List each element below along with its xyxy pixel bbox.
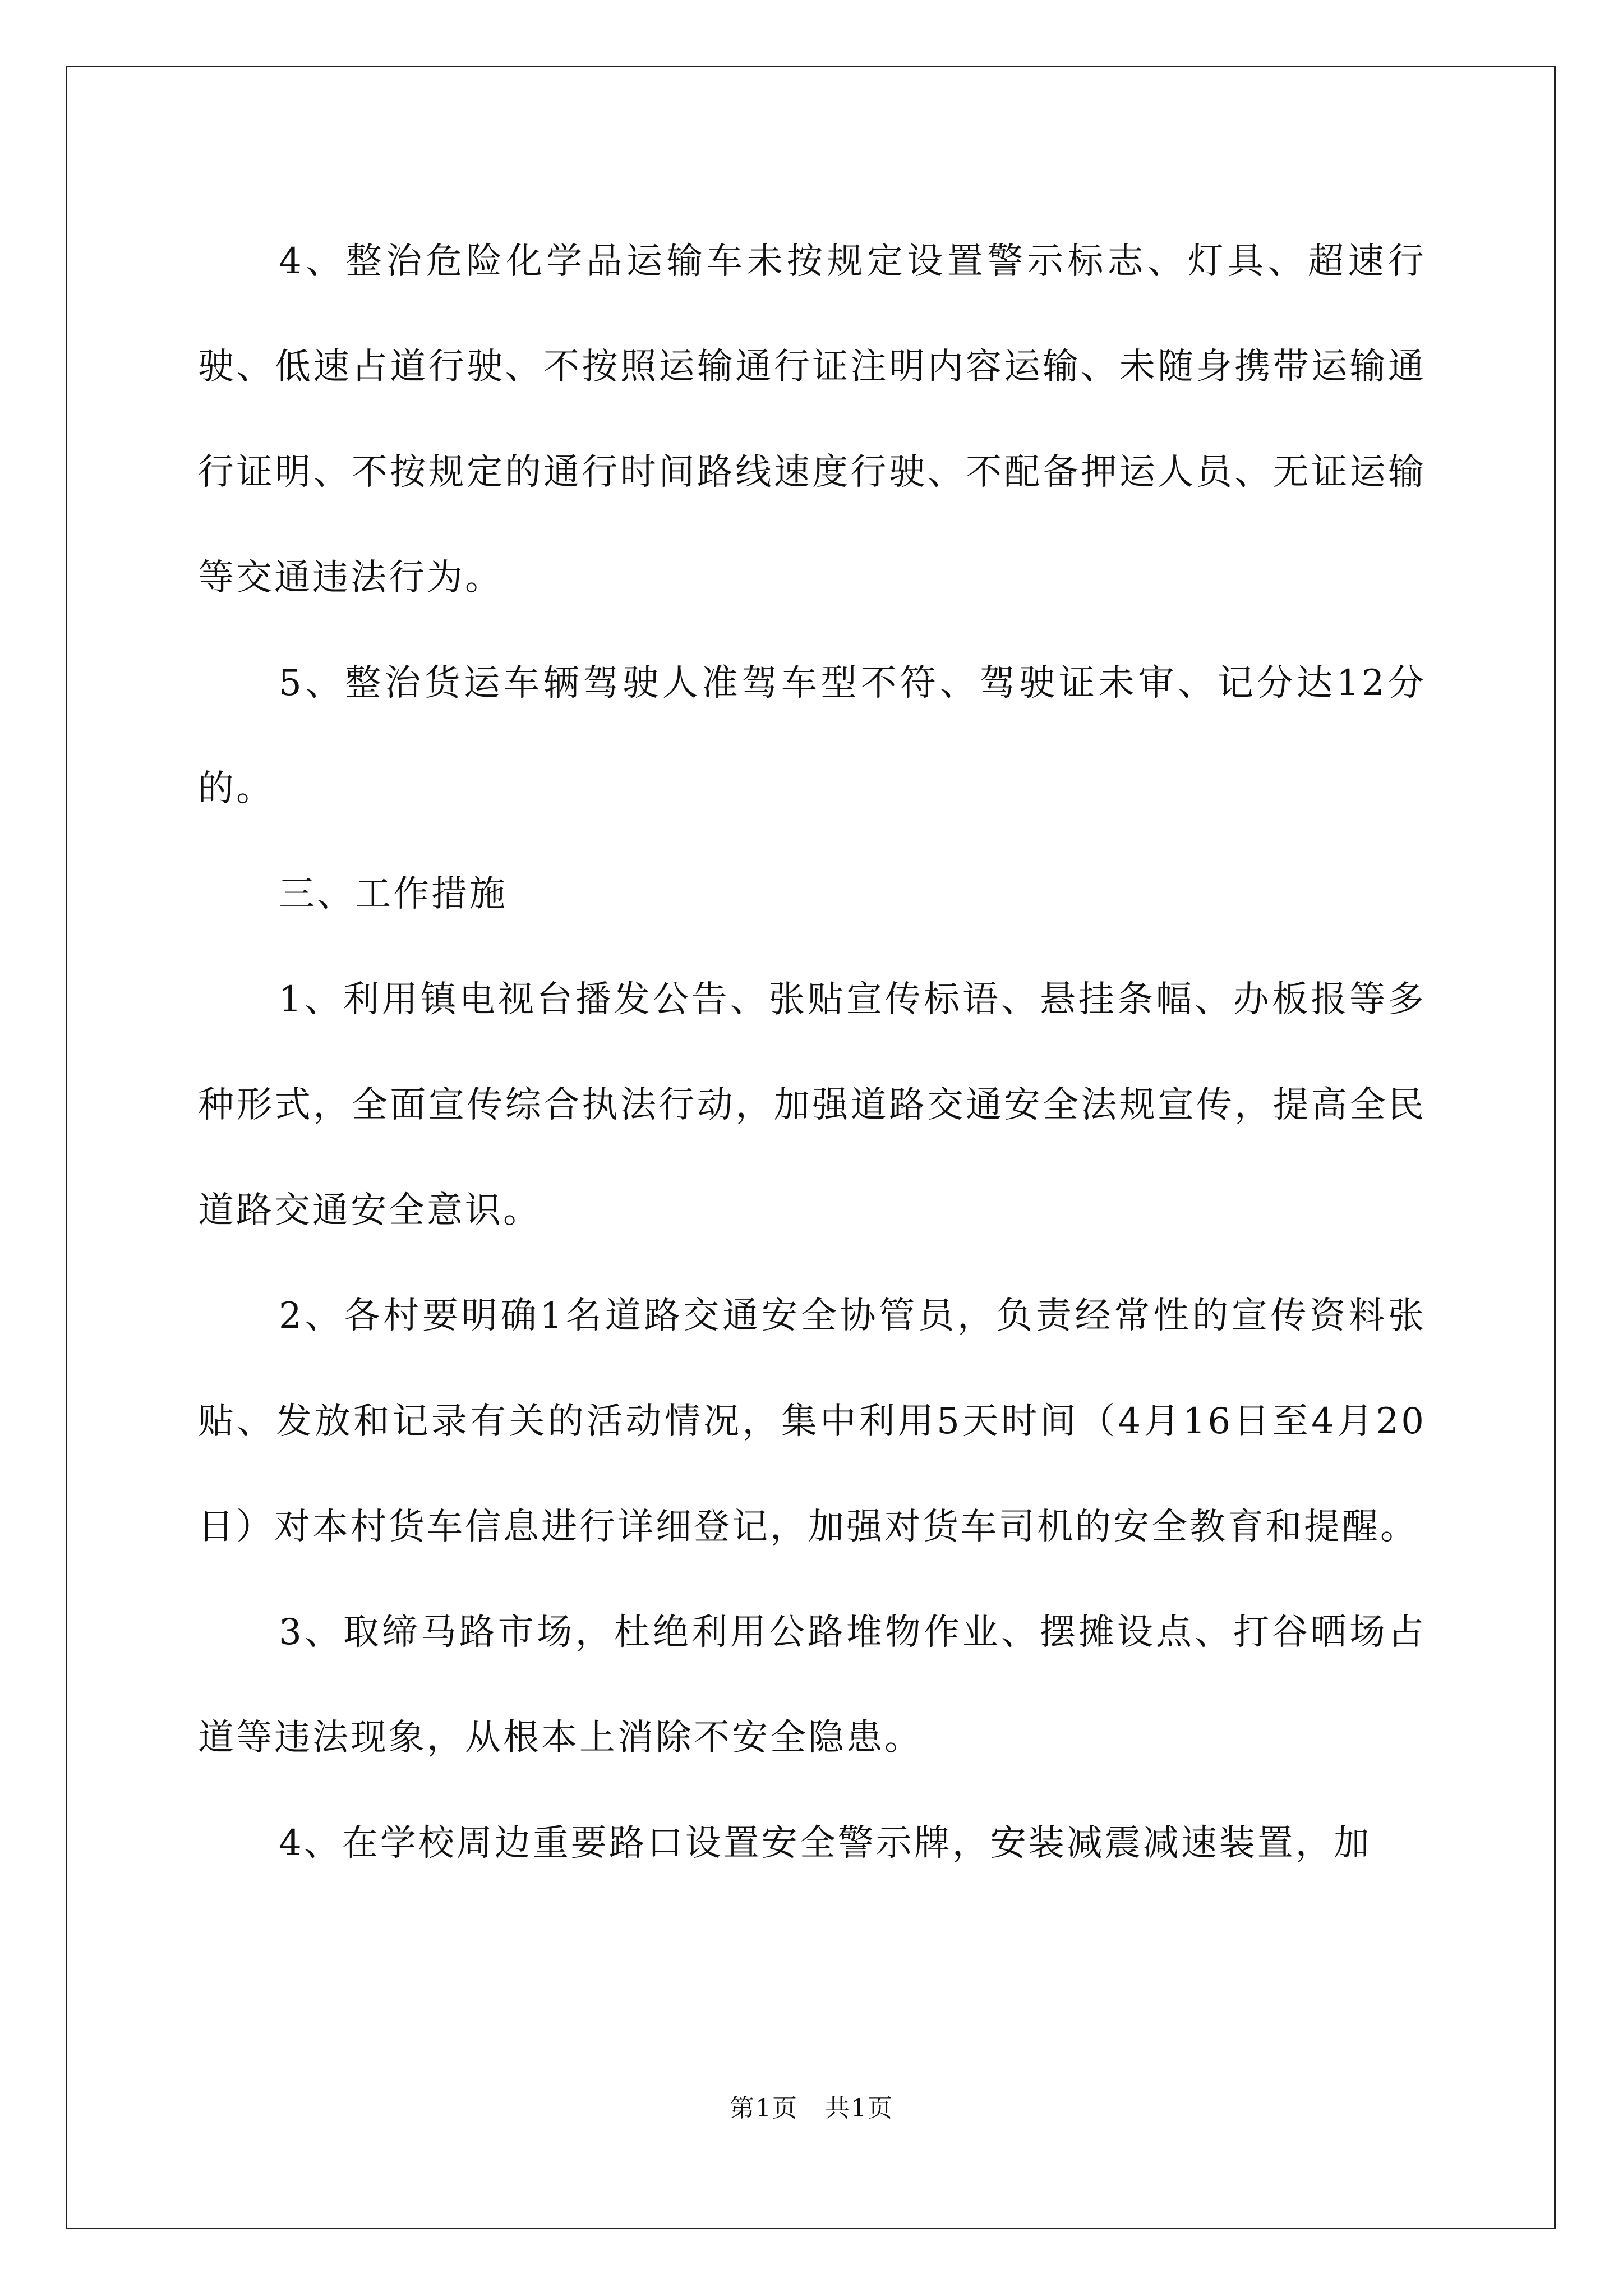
- paragraph-item-4-hazmat: 4、整治危险化学品运输车未按规定设置警示标志、灯具、超速行驶、低速占道行驶、不按照运输通行证注明内容运输、未随身携带运输通行证明、不按规定的通行时间路线速度行驶、不配备押运人员、无证运输等交通违法行为。: [198, 241, 1426, 599]
- paragraph-measure-1-publicity: 1、利用镇电视台播发公告、张贴宣传标语、悬挂条幅、办板报等多种形式，全面宣传综合执法行动，加强道路交通安全法规宣传，提高全民道路交通安全意识。: [198, 979, 1426, 1231]
- paragraph-item-5-freight-drivers: 5、整治货运车辆驾驶人准驾车型不符、驾驶证未审、记分达12分的。: [198, 662, 1426, 809]
- document-body: [198, 209, 1426, 1896]
- paragraph-measure-4-school-signs: 4、在学校周边重要路口设置安全警示牌，安装减震减速装置，加: [279, 1823, 1372, 1864]
- section-heading-work-measures: 三、工作措施: [279, 873, 508, 915]
- paragraph-measure-2-coordinators: 2、各村要明确1名道路交通安全协管员，负责经常性的宣传资料张贴、发放和记录有关的活动情况，集中利用5天时间（4月16日至4月20日）对本村货车信息进行详细登记，加强对货车司机的安全教育和提醒。: [198, 1295, 1426, 1548]
- page-footer: [0, 2092, 1623, 2125]
- paragraph-measure-3-road-markets: 3、取缔马路市场，杜绝利用公路堆物作业、摆摊设点、打谷晒场占道等违法现象，从根本上消除不安全隐患。: [198, 1612, 1426, 1759]
- page-total: 共1页: [824, 2094, 893, 2123]
- page-number: 第1页: [730, 2094, 799, 2123]
